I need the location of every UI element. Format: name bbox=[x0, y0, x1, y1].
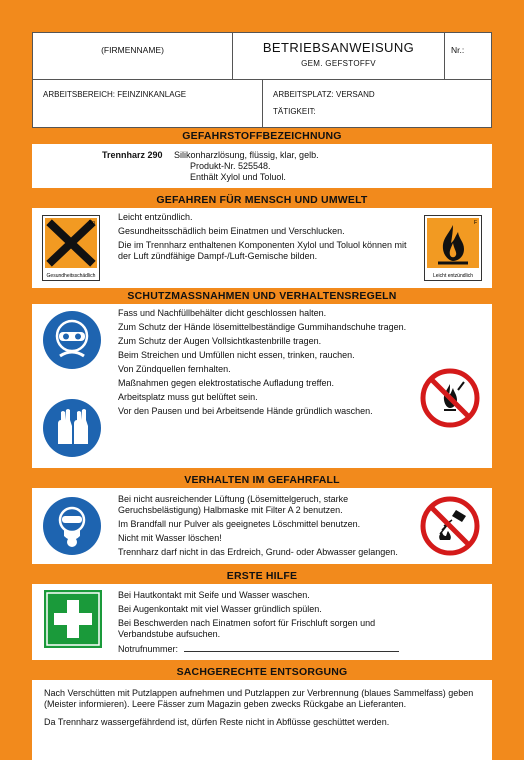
first-aid-line: Bei Augenkontakt mit viel Wasser gründlich spülen. bbox=[118, 604, 322, 614]
emergency-line: Nicht mit Wasser löschen! bbox=[118, 533, 222, 543]
emergency-line: Im Brandfall nur Pulver als geeignetes Löschmittel benutzen. bbox=[118, 519, 361, 529]
section-title-first-aid: ERSTE HILFE bbox=[226, 570, 298, 582]
protection-line: Arbeitsplatz muss gut belüftet sein. bbox=[118, 392, 258, 402]
respirator-mask-icon bbox=[42, 496, 102, 556]
section-title-protection: SCHUTZMASSNAHMEN UND VERHALTENSREGELN bbox=[127, 290, 397, 302]
substance-line: Enthält Xylol und Toluol. bbox=[190, 172, 286, 182]
hazard-line: Gesundheitsschädlich beim Einatmen und Verschlucken. bbox=[118, 226, 345, 236]
work-area-row bbox=[32, 80, 492, 128]
emergency-line: Bei nicht ausreichender Lüftung (Lösemittelgeruch, starke Geruchsbelästigung) Halbmaske mit Filter A 2 benutzen. bbox=[118, 494, 349, 515]
first-aid-cross-icon bbox=[44, 590, 102, 648]
protection-text bbox=[118, 308, 418, 420]
harmful-code: Xn bbox=[88, 220, 95, 226]
emergency-text bbox=[118, 494, 428, 561]
harmful-hazard-icon bbox=[42, 215, 100, 281]
header-row bbox=[32, 32, 492, 80]
flammable-code: F bbox=[473, 220, 477, 226]
harmful-label: Gesundheitsschädlich bbox=[46, 273, 96, 279]
first-aid-line: Bei Hautkontakt mit Seife und Wasser waschen. bbox=[118, 590, 310, 600]
emergency-number-row bbox=[118, 643, 408, 655]
emergency-number-label: Notrufnummer: bbox=[118, 644, 179, 654]
section-title-substance: GEFAHRSTOFFBEZEICHNUNG bbox=[182, 130, 342, 142]
number-label: Nr.: bbox=[451, 45, 465, 55]
title-block bbox=[233, 33, 445, 79]
protection-line: Fass und Nachfüllbehälter dicht geschlossen halten. bbox=[118, 308, 327, 318]
section-disposal bbox=[32, 680, 492, 760]
page-title: BETRIEBSANWEISUNG bbox=[262, 40, 415, 55]
hazard-line: Die im Trennharz enthaltenen Komponenten Xylol und Toluol können mit der Luft zündfähige Dampf-/Luft-Gemische bilden. bbox=[118, 240, 407, 261]
flammable-hazard-icon bbox=[424, 215, 482, 281]
substance-description bbox=[174, 150, 319, 183]
first-aid-text bbox=[118, 590, 408, 658]
work-area: ARBEITSBEREICH: FEINZINKANLAGE bbox=[43, 90, 187, 99]
protection-line: Zum Schutz der Augen Vollsichtkastenbrille tragen. bbox=[118, 336, 322, 346]
product-name: Trennharz 290 bbox=[102, 150, 163, 160]
protection-line: Von Zündquellen fernhalten. bbox=[118, 364, 231, 374]
hazard-text bbox=[118, 212, 408, 265]
no-water-extinguish-icon bbox=[420, 496, 480, 556]
section-substance bbox=[32, 144, 492, 188]
activity: TÄTIGKEIT: bbox=[273, 107, 316, 116]
first-aid-line: Bei Beschwerden nach Einatmen sofort für Frischluft sorgen und Verbandstube aufsuchen. bbox=[118, 618, 376, 639]
substance-line: Silikonharzlösung, flüssig, klar, gelb. bbox=[174, 150, 319, 160]
workplace: ARBEITSPLATZ: VERSAND bbox=[273, 90, 375, 99]
section-protection bbox=[32, 304, 492, 468]
section-emergency bbox=[32, 488, 492, 564]
protection-line: Maßnahmen gegen elektrostatische Aufladung treffen. bbox=[118, 378, 334, 388]
page-subtitle: GEM. GEFSTOFFV bbox=[301, 59, 376, 68]
substance-line: Produkt-Nr. 525548. bbox=[190, 161, 271, 171]
disposal-line: Nach Verschütten mit Putzlappen aufnehmen und Putzlappen zur Verbrennung (blaues Sammelfass) geben (Meister informieren). Leere Fässer zum Magazin geben zwecks Rückgabe an Lieferanten. bbox=[44, 688, 474, 709]
hazard-line: Leicht entzündlich. bbox=[118, 212, 193, 222]
emergency-number-field[interactable] bbox=[184, 643, 399, 652]
section-title-emergency: VERHALTEN IM GEFAHRFALL bbox=[184, 474, 340, 486]
disposal-line: Da Trennharz wassergefährdend ist, dürfen Reste nicht in Abflüsse geschüttet werden. bbox=[44, 717, 390, 727]
company-name: (FIRMENNAME) bbox=[33, 33, 233, 79]
no-open-flame-icon bbox=[420, 368, 480, 428]
flammable-label: Leicht entzündlich bbox=[432, 273, 474, 279]
disposal-text bbox=[44, 688, 480, 731]
section-title-disposal: SACHGERECHTE ENTSORGUNG bbox=[176, 666, 348, 678]
emergency-line: Trennharz darf nicht in das Erdreich, Grund- oder Abwasser gelangen. bbox=[118, 547, 398, 557]
protection-line: Vor den Pausen und bei Arbeitsende Hände gründlich waschen. bbox=[118, 406, 373, 416]
divider bbox=[262, 80, 263, 127]
protection-line: Beim Streichen und Umfüllen nicht essen, trinken, rauchen. bbox=[118, 350, 355, 360]
protection-line: Zum Schutz der Hände lösemittelbeständige Gummihandschuhe tragen. bbox=[118, 322, 407, 332]
gloves-icon bbox=[42, 398, 102, 458]
section-first-aid bbox=[32, 584, 492, 660]
section-hazards bbox=[32, 208, 492, 288]
operating-instructions-sheet bbox=[32, 32, 492, 727]
section-title-hazards: GEFAHREN FÜR MENSCH UND UMWELT bbox=[156, 194, 368, 206]
face-shield-goggles-icon bbox=[42, 310, 102, 370]
